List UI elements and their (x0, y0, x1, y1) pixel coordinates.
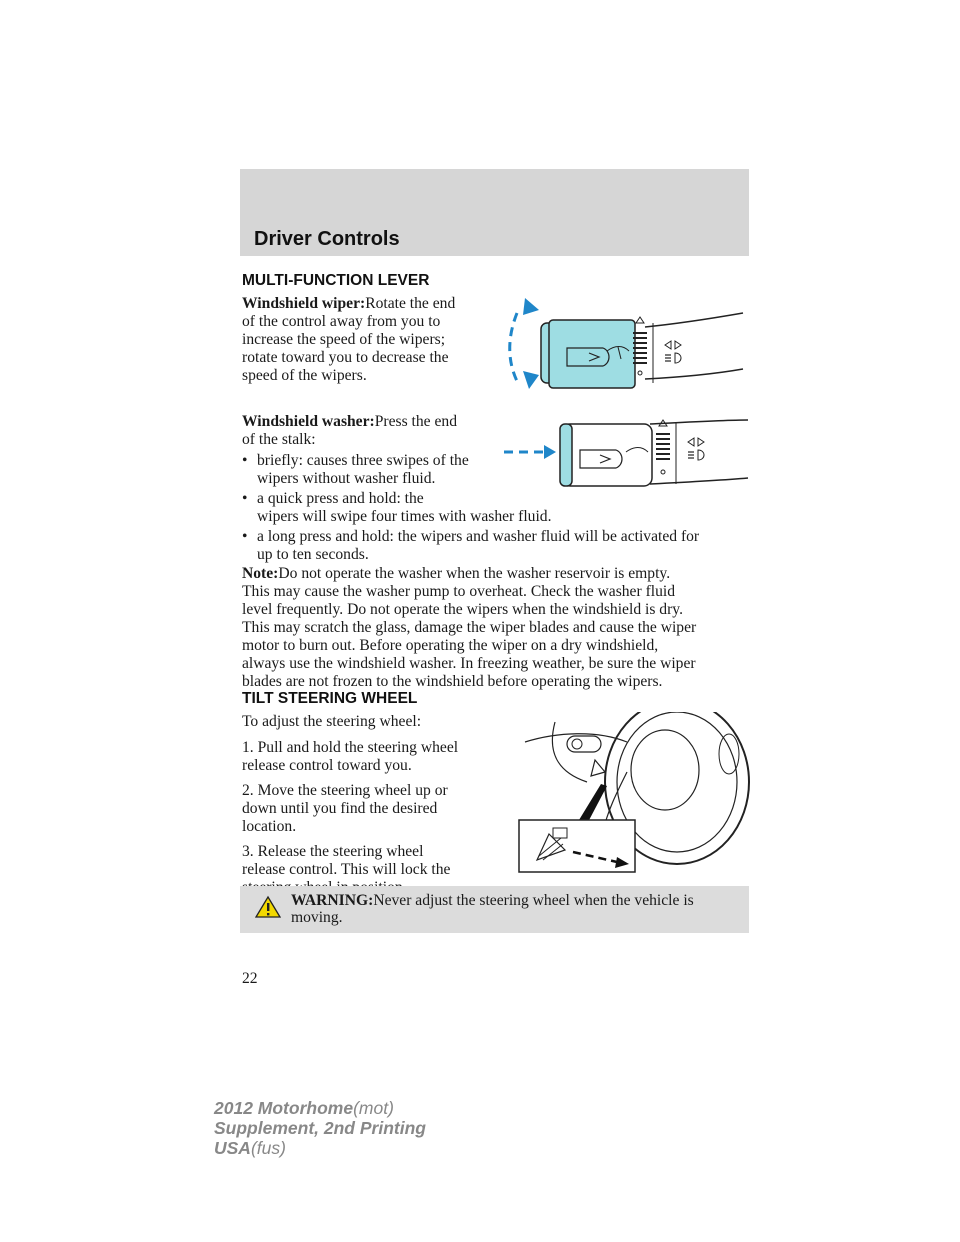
page-number: 22 (242, 970, 258, 987)
note-label: Note: (242, 565, 279, 582)
wiper-paragraph: Windshield wiper:Rotate the end of the control away from you to increase the speed of the wipers; rotate toward you to decrease the speed of the wipers. (242, 295, 456, 384)
tilt-step-1: 1. Pull and hold the steering wheel release control toward you. (242, 739, 459, 774)
tilt-steering-illustration (517, 712, 752, 874)
warning-triangle-icon (255, 895, 281, 919)
wiper-label: Windshield wiper: (242, 295, 366, 312)
section-heading-multifunction: MULTI-FUNCTION LEVER (242, 272, 430, 289)
section-heading-tilt: TILT STEERING WHEEL (242, 690, 418, 707)
tilt-step-3: 3. Release the steering wheel release control. This will lock the (242, 843, 451, 878)
warning-label: WARNING: (291, 892, 374, 909)
bullet-item: • a long press and hold: the wipers and washer fluid will be activated for up to ten seconds. (242, 528, 700, 563)
tilt-intro: To adjust the steering wheel: (242, 713, 422, 730)
page-title: Driver Controls (254, 228, 400, 250)
washer-press-illustration (500, 412, 750, 494)
washer-label: Windshield washer: (242, 413, 375, 430)
tilt-step-2: 2. Move the steering wheel up or down until you find the desired location. (242, 782, 448, 835)
wiper-rotation-illustration (505, 293, 750, 395)
bullet-item: • briefly: causes three swipes of the wipers without washer fluid. (242, 452, 469, 487)
note-paragraph: Note:Do not operate the washer when the washer reservoir is empty. This may cause the washer pump to overheat. Check the washer fluid level frequently. Do not operate the wipers when the windshield is dry. This may scratch the glass, damage the wiper blades and cause the wiper motor to burn out. Before operating the wiper on a dry windshield, always use the windshield washer. In freezing weather, be sure the wiper blades are not frozen to the windshield before operating the wipers. (242, 565, 697, 690)
bullet-item: • a quick press and hold: the wipers will swipe four times with washer fluid. (242, 490, 552, 525)
warning-text: WARNING:Never adjust the steering wheel when the vehicle is moving. (291, 892, 694, 926)
footer-edition: 2012 Motorhome(mot) Supplement, 2nd Printing USA(fus) (214, 1098, 426, 1158)
washer-paragraph: Windshield washer:Press the end of the stalk: (242, 413, 458, 448)
